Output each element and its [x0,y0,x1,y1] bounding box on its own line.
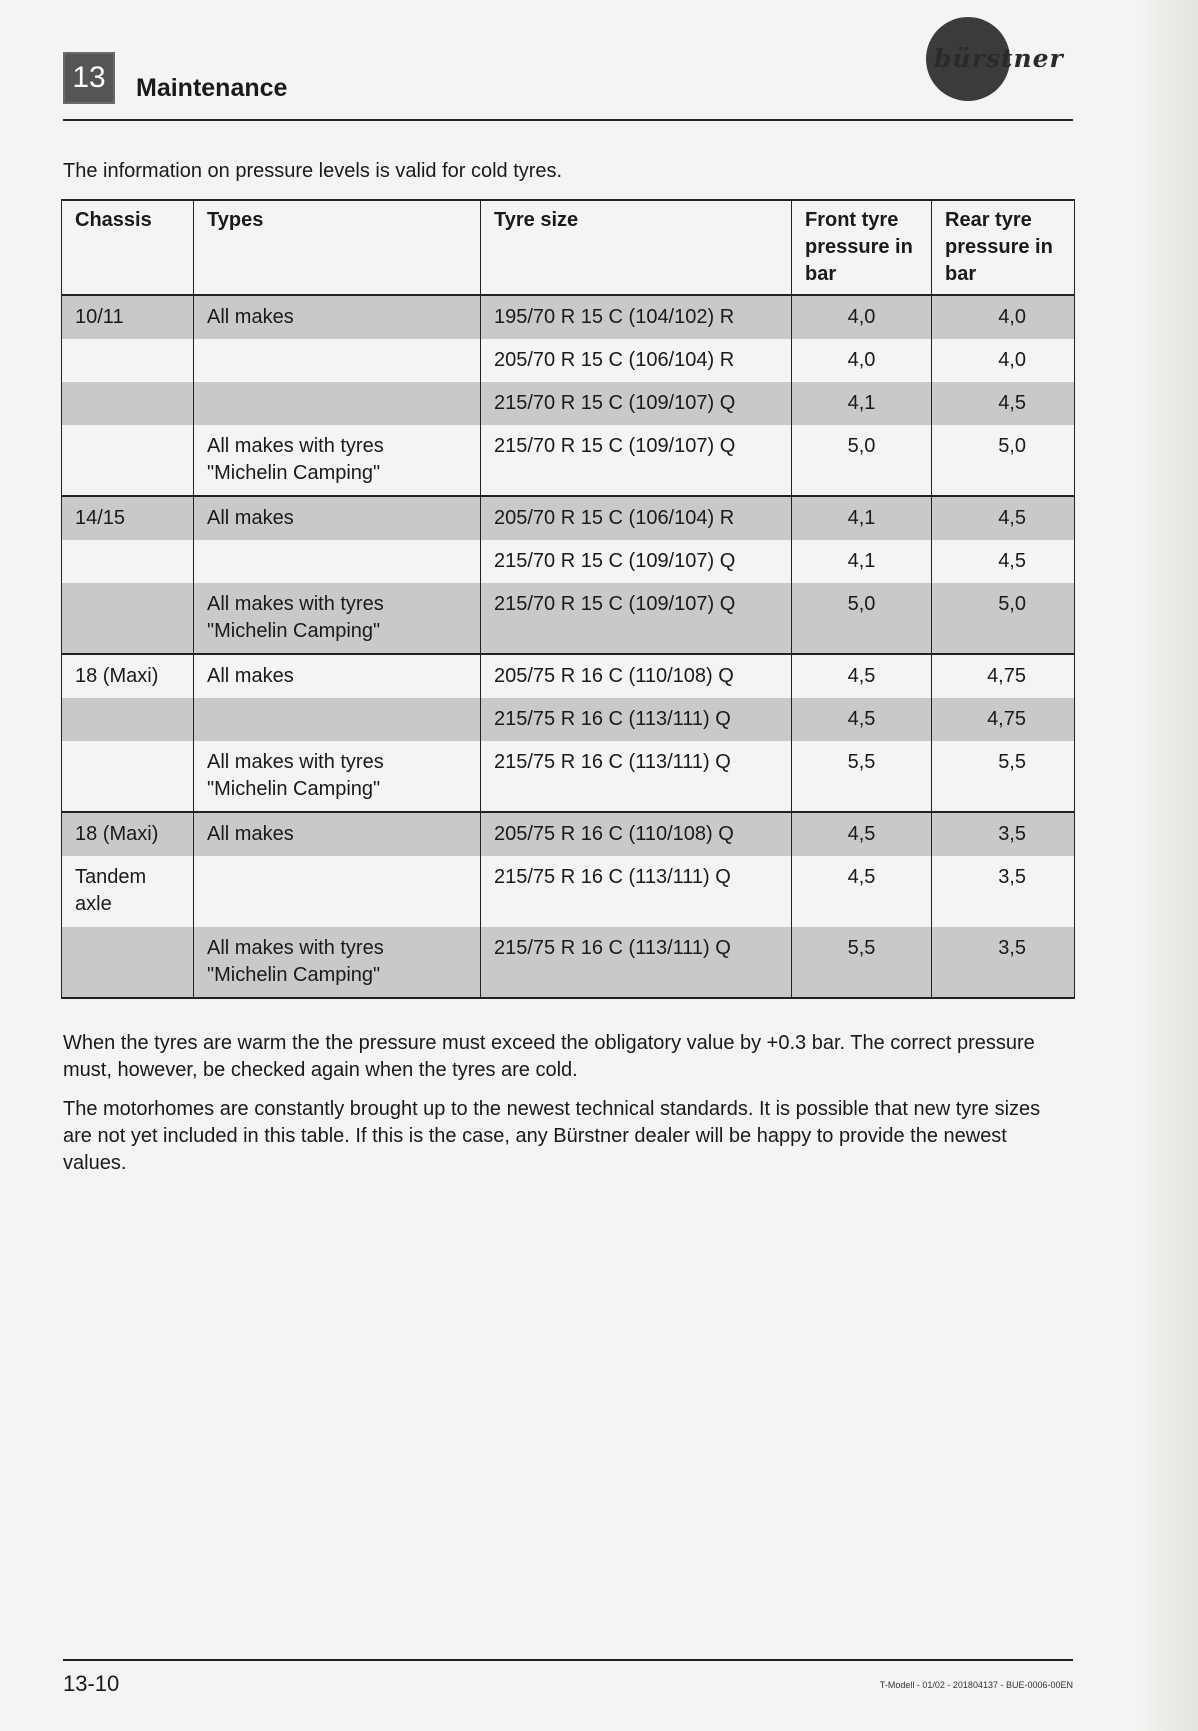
cell-chassis: 18 (Maxi) [62,812,194,856]
table-row [62,496,1075,540]
cell-front: 4,1 [792,382,932,425]
cell-front: 4,1 [792,496,932,540]
cell-types [194,540,481,583]
cell-rear: 4,5 [932,496,1075,540]
logo-wordmark: bürstner [934,44,1064,73]
cell-rear: 3,5 [932,927,1075,998]
header-types: Types [194,200,481,295]
cell-front: 5,0 [792,425,932,496]
cell-chassis [62,339,194,382]
cell-tyre-size: 215/70 R 15 C (109/107) Q [481,583,792,654]
cell-tyre-size: 215/70 R 15 C (109/107) Q [481,540,792,583]
table-row [62,698,1075,741]
cell-types: All makes with tyres "Michelin Camping" [194,741,481,812]
chapter-number-badge: 13 [63,52,115,104]
header-divider [63,119,1073,121]
header-rear-pressure: Rear tyre pressure in bar [932,200,1075,295]
cell-front: 4,5 [792,856,932,927]
cell-rear: 4,0 [932,339,1075,382]
cell-tyre-size: 215/75 R 16 C (113/111) Q [481,927,792,998]
cell-tyre-size: 205/75 R 16 C (110/108) Q [481,812,792,856]
table-row [62,741,1075,812]
cell-chassis [62,741,194,812]
table-row [62,295,1075,339]
cell-front: 4,5 [792,698,932,741]
cell-chassis [62,382,194,425]
warm-tyre-note: When the tyres are warm the the pressure must exceed the obligatory value by +0.3 bar. The correct pressure must, however, be checked again when the tyres are cold. [63,1032,1035,1081]
cell-front: 4,1 [792,540,932,583]
cell-tyre-size: 215/75 R 16 C (113/111) Q [481,698,792,741]
cell-front: 4,5 [792,654,932,698]
header-front-pressure: Front tyre pressure in bar [792,200,932,295]
footer-divider [63,1659,1073,1661]
cell-types: All makes with tyres "Michelin Camping" [194,927,481,998]
cell-types: All makes [194,654,481,698]
cell-tyre-size: 215/75 R 16 C (113/111) Q [481,741,792,812]
cell-tyre-size: 205/70 R 15 C (106/104) R [481,339,792,382]
header-chassis: Chassis [62,200,194,295]
cell-rear: 5,0 [932,583,1075,654]
cell-types: All makes with tyres "Michelin Camping" [194,425,481,496]
table-row [62,425,1075,496]
cell-rear: 4,75 [932,698,1075,741]
page-number: 13-10 [63,1671,120,1696]
cell-types [194,382,481,425]
cell-front: 4,0 [792,339,932,382]
cell-front: 4,0 [792,295,932,339]
cell-chassis: 10/11 [62,295,194,339]
cell-rear: 4,0 [932,295,1075,339]
table-row [62,583,1075,654]
cell-tyre-size: 215/75 R 16 C (113/111) Q [481,856,792,927]
table-header-row [62,200,1075,295]
cell-tyre-size: 215/70 R 15 C (109/107) Q [481,382,792,425]
cell-types [194,856,481,927]
newest-values-note: The motorhomes are constantly brought up to the newest technical standards. It is possible that new tyre sizes are not yet included in this table. If this is the case, any Bürstner dealer will be happy to provide the newest values. [63,1098,1041,1174]
document-id: T-Modell - 01/02 - 201804137 - BUE-0006-00EN [879,1680,1073,1690]
table-row [62,856,1075,927]
cell-rear: 5,0 [932,425,1075,496]
table-row [62,382,1075,425]
table-row [62,812,1075,856]
header-tyre-size: Tyre size [481,200,792,295]
cell-chassis [62,583,194,654]
page-title: Maintenance [136,74,288,102]
intro-text: The information on pressure levels is valid for cold tyres. [63,160,563,182]
table-row [62,540,1075,583]
cell-chassis [62,540,194,583]
cell-front: 4,5 [792,812,932,856]
cell-types: All makes [194,812,481,856]
cell-front: 5,5 [792,741,932,812]
cell-rear: 4,5 [932,540,1075,583]
cell-tyre-size: 215/70 R 15 C (109/107) Q [481,425,792,496]
cell-rear: 4,5 [932,382,1075,425]
cell-tyre-size: 205/75 R 16 C (110/108) Q [481,654,792,698]
brand-logo [926,14,1078,106]
tyre-pressure-table [61,199,1075,999]
cell-chassis: 14/15 [62,496,194,540]
cell-tyre-size: 195/70 R 15 C (104/102) R [481,295,792,339]
cell-rear: 5,5 [932,741,1075,812]
cell-types: All makes [194,295,481,339]
cell-types [194,698,481,741]
cell-chassis [62,425,194,496]
page-edge-shadow [1138,0,1198,1731]
table-row [62,654,1075,698]
cell-types: All makes [194,496,481,540]
table-row [62,339,1075,382]
cell-chassis: Tandem axle [62,856,194,927]
cell-chassis [62,927,194,998]
cell-tyre-size: 205/70 R 15 C (106/104) R [481,496,792,540]
cell-rear: 3,5 [932,856,1075,927]
cell-rear: 3,5 [932,812,1075,856]
cell-types [194,339,481,382]
cell-front: 5,0 [792,583,932,654]
cell-chassis: 18 (Maxi) [62,654,194,698]
table-row [62,927,1075,998]
cell-chassis [62,698,194,741]
cell-front: 5,5 [792,927,932,998]
cell-rear: 4,75 [932,654,1075,698]
cell-types: All makes with tyres "Michelin Camping" [194,583,481,654]
